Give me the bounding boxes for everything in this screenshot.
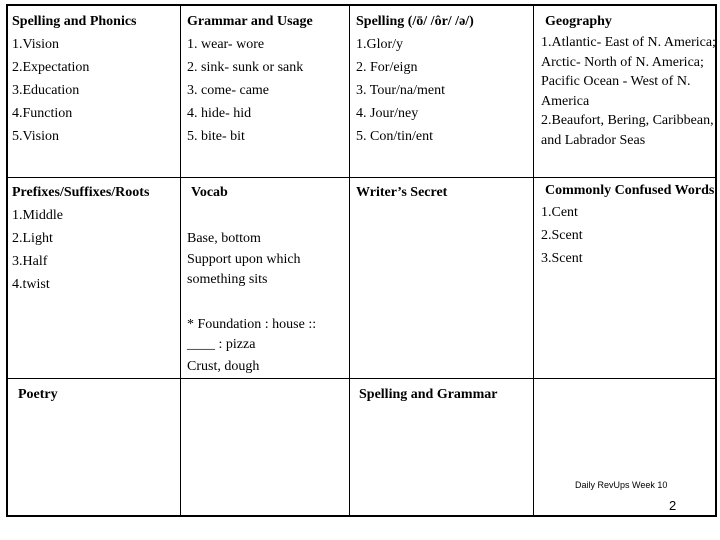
list-item: 3.Scent (541, 251, 583, 266)
confused-words-heading: Commonly Confused Words (545, 183, 715, 198)
grammar-usage-cell (187, 10, 345, 148)
list-item: 5. Con/tin/ent (356, 129, 433, 144)
prefixes-cell (12, 181, 176, 296)
poetry-cell (18, 383, 176, 406)
list-item: 2. sink- sunk or sank (187, 60, 304, 75)
spelling-grammar-cell (359, 383, 699, 406)
list-item: 4.twist (12, 277, 50, 292)
vocab-cell (187, 181, 345, 378)
poetry-heading: Poetry (18, 387, 58, 402)
list-item: 2.Light (12, 231, 53, 246)
spelling-grammar-heading: Spelling and Grammar (359, 387, 498, 402)
confused-words-cell (541, 181, 717, 270)
list-item: 1.Atlantic- East of N. America; Arctic- North of N. America; Pacific Ocean - West of N. America (541, 35, 716, 109)
vocab-definition: Support upon which something sits (187, 252, 301, 287)
list-item: 4.Function (12, 106, 73, 121)
vocab-definition: Base, bottom (187, 231, 261, 246)
writers-secret-cell (356, 181, 530, 204)
vocab-heading: Vocab (191, 185, 228, 200)
list-item: 1.Cent (541, 205, 578, 220)
geography-heading: Geography (545, 14, 612, 29)
grammar-usage-heading: Grammar and Usage (187, 14, 313, 29)
list-item: 4. Jour/ney (356, 106, 419, 121)
list-item: 5. bite- bit (187, 129, 245, 144)
list-item: 3. Tour/na/ment (356, 83, 445, 98)
spelling-phonics-cell (12, 10, 176, 148)
footer-note: Daily RevUps Week 10 (575, 480, 668, 490)
row-divider-1 (8, 177, 715, 178)
column-divider-3 (533, 6, 534, 515)
worksheet-table (6, 4, 717, 517)
list-item: 2.Expectation (12, 60, 90, 75)
vocab-analogy: * Foundation : house :: ____ : pizza (187, 317, 317, 352)
list-item: 4. hide- hid (187, 106, 252, 121)
list-item: 2. For/eign (356, 60, 418, 75)
column-divider-1 (180, 6, 181, 515)
list-item: 2.Beaufort, Bering, Caribbean, and Labrador Seas (541, 113, 714, 148)
column-divider-2 (349, 6, 350, 515)
list-item: 3.Half (12, 254, 48, 269)
list-item: 3.Education (12, 83, 80, 98)
writers-secret-heading: Writer’s Secret (356, 185, 448, 200)
spelling-sounds-cell (356, 10, 530, 148)
spelling-phonics-heading: Spelling and Phonics (12, 14, 137, 29)
list-item: 3. come- came (187, 83, 270, 98)
list-item: 1. wear- wore (187, 37, 265, 52)
list-item: 2.Scent (541, 228, 583, 243)
list-item: 1.Vision (12, 37, 59, 52)
list-item: 1.Glor/y (356, 37, 404, 52)
vocab-answer: Crust, dough (187, 359, 260, 374)
prefixes-heading: Prefixes/Suffixes/Roots (12, 185, 150, 200)
spelling-sounds-heading: Spelling (/ō/ /ôr/ /ә/) (356, 14, 474, 29)
list-item: 1.Middle (12, 208, 63, 223)
row-divider-2 (8, 378, 715, 379)
page-number: 2 (669, 498, 677, 513)
geography-cell (541, 10, 717, 150)
list-item: 5.Vision (12, 129, 59, 144)
